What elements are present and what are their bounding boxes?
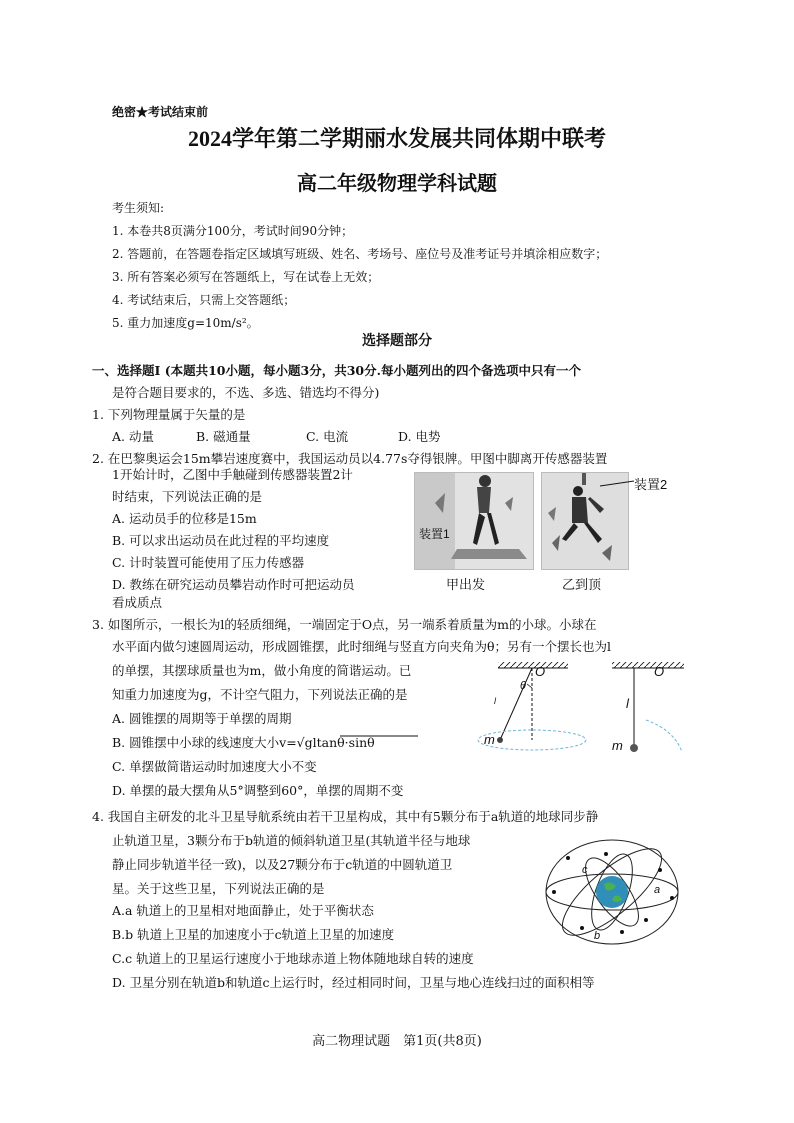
q2-option-c: C. 计时装置可能使用了压力传感器 (112, 555, 305, 570)
q2-option-a: A. 运动员手的位移是15m (112, 511, 257, 526)
page-footer: 高二物理试题 第1页(共8页) (312, 1034, 482, 1049)
q2-option-d-cont: 看成质点 (112, 595, 163, 610)
part-instructions-line2: 是符合题目要求的，不选、多选、错选均不得分) (112, 385, 380, 400)
candidate-notes (112, 197, 607, 335)
device-1-label: 装置1 (419, 527, 450, 541)
section-title: 选择题部分 (362, 333, 432, 349)
exam-subtitle: 高二年级物理学科试题 (297, 173, 497, 195)
question-4-line4: 星。关于这些卫星，下列说法正确的是 (112, 881, 325, 896)
question-3-line3: 的单摆，其摆球质量也为m，做小角度的简谐运动。已 (112, 663, 412, 678)
q1-option-b: B. 磁通量 (196, 429, 251, 444)
q3-fig1-o-label: O (535, 664, 546, 679)
q3-fig2-m-label: m (612, 738, 623, 753)
q3-fig2-l-label: l (626, 696, 629, 711)
question-3-line4: 知重力加速度为g，不计空气阻力，下列说法正确的是 (112, 687, 408, 702)
notes-item: 4. 考试结束后，只需上交答题纸； (112, 293, 296, 307)
question-1-stem: 1. 下列物理量属于矢量的是 (92, 407, 246, 422)
fig-b-caption: 乙到顶 (562, 577, 602, 592)
q2-option-d: D. 教练在研究运动员攀岩动作时可把运动员 (112, 577, 355, 592)
q4-option-d: D. 卫星分别在轨道b和轨道c上运行时，经过相同时间，卫星与地心连线扫过的面积相等 (112, 975, 595, 990)
q3-option-a: A. 圆锥摆的周期等于单摆的周期 (112, 711, 292, 726)
q1-option-c: C. 电流 (306, 429, 349, 444)
orbit-b-label: b (594, 930, 601, 942)
part-instructions (92, 360, 581, 382)
orbit-a-label: a (654, 884, 661, 896)
question-2-line2: 1开始计时，乙图中手触碰到传感器装置2计 (112, 467, 353, 482)
satellite-orbits-figure (542, 836, 682, 948)
climber-start-illustration (415, 473, 533, 569)
question-3-line2: 水平面内做匀速圆周运动，形成圆锥摆，此时细绳与竖直方向夹角为θ；另有一个摆长也为l (112, 639, 612, 654)
question-4-line3: 静止同步轨道半径一致)，以及27颗分布于c轨道的中圆轨道卫 (112, 857, 453, 872)
q3-fig1-theta-label: θ (520, 680, 526, 692)
q1-option-d: D. 电势 (398, 429, 441, 444)
q3-fig1-m-label: m (484, 732, 495, 747)
notes-item: 3. 所有答案必须写在答题纸上，写在试卷上无效； (112, 270, 380, 284)
orbit-c-label: c (582, 864, 588, 876)
question-2-line3: 时结束，下列说法正确的是 (112, 489, 263, 504)
notes-heading: 考生须知: (112, 201, 165, 215)
confidential-mark: 绝密★考试结束前 (112, 105, 209, 119)
q4-option-c: C.c 轨道上的卫星运行速度小于地球赤道上物体随地球自转的速度 (112, 951, 474, 966)
climb-start-photo (414, 472, 534, 570)
notes-item: 1. 本卷共8页满分100分，考试时间90分钟； (112, 224, 354, 238)
q4-option-a: A.a 轨道上的卫星相对地面静止，处于平衡状态 (112, 903, 374, 918)
q3-option-c: C. 单摆做简谐运动时加速度大小不变 (112, 759, 317, 774)
q3-fig2-o-label: O (654, 664, 665, 679)
part-instructions-line1: 一、选择题Ⅰ (本题共10小题，每小题3分，共30分.每小题列出的四个备选项中只有一个 (92, 363, 581, 378)
q3-fig1-l-label: l (494, 696, 496, 706)
q1-option-a: A. 动量 (112, 429, 154, 444)
q4-option-b: B.b 轨道上卫星的加速度小于c轨道上卫星的加速度 (112, 927, 395, 942)
question-2-line1: 2. 在巴黎奥运会15m攀岩速度赛中，我国运动员以4.77s夺得银牌。甲图中脚离开传感器装置 (92, 451, 608, 466)
notes-item: 5. 重力加速度g=10m/s²。 (112, 316, 259, 330)
answer-blank-line (340, 734, 420, 738)
q3-option-d: D. 单摆的最大摆角从5°调整到60°，单摆的周期不变 (112, 783, 404, 798)
device-2-pointer (600, 478, 636, 490)
question-4-line1: 4. 我国自主研发的北斗卫星导航系统由若干卫星构成，其中有5颗分布于a轨道的地球同步静 (92, 809, 599, 824)
question-3-line1: 3. 如图所示，一根长为l的轻质细绳，一端固定于O点，另一端系着质量为m的小球。小球在 (92, 617, 597, 632)
q2-option-b: B. 可以求出运动员在此过程的平均速度 (112, 533, 330, 548)
exam-title: 2024学年第二学期丽水发展共同体期中联考 (187, 126, 606, 151)
q3-option-b: B. 圆锥摆中小球的线速度大小v=√gltanθ·sinθ (112, 735, 375, 750)
fig-a-caption: 甲出发 (446, 577, 486, 592)
notes-item: 2. 答题前，在答题卷指定区域填写班级、姓名、考场号、座位号及准考证号并填涂相应数字； (112, 247, 608, 261)
device-2-label: 装置2 (634, 477, 668, 492)
question-4-line2: 止轨道卫星，3颗分布于b轨道的倾斜轨道卫星(其轨道半径与地球 (112, 833, 471, 848)
